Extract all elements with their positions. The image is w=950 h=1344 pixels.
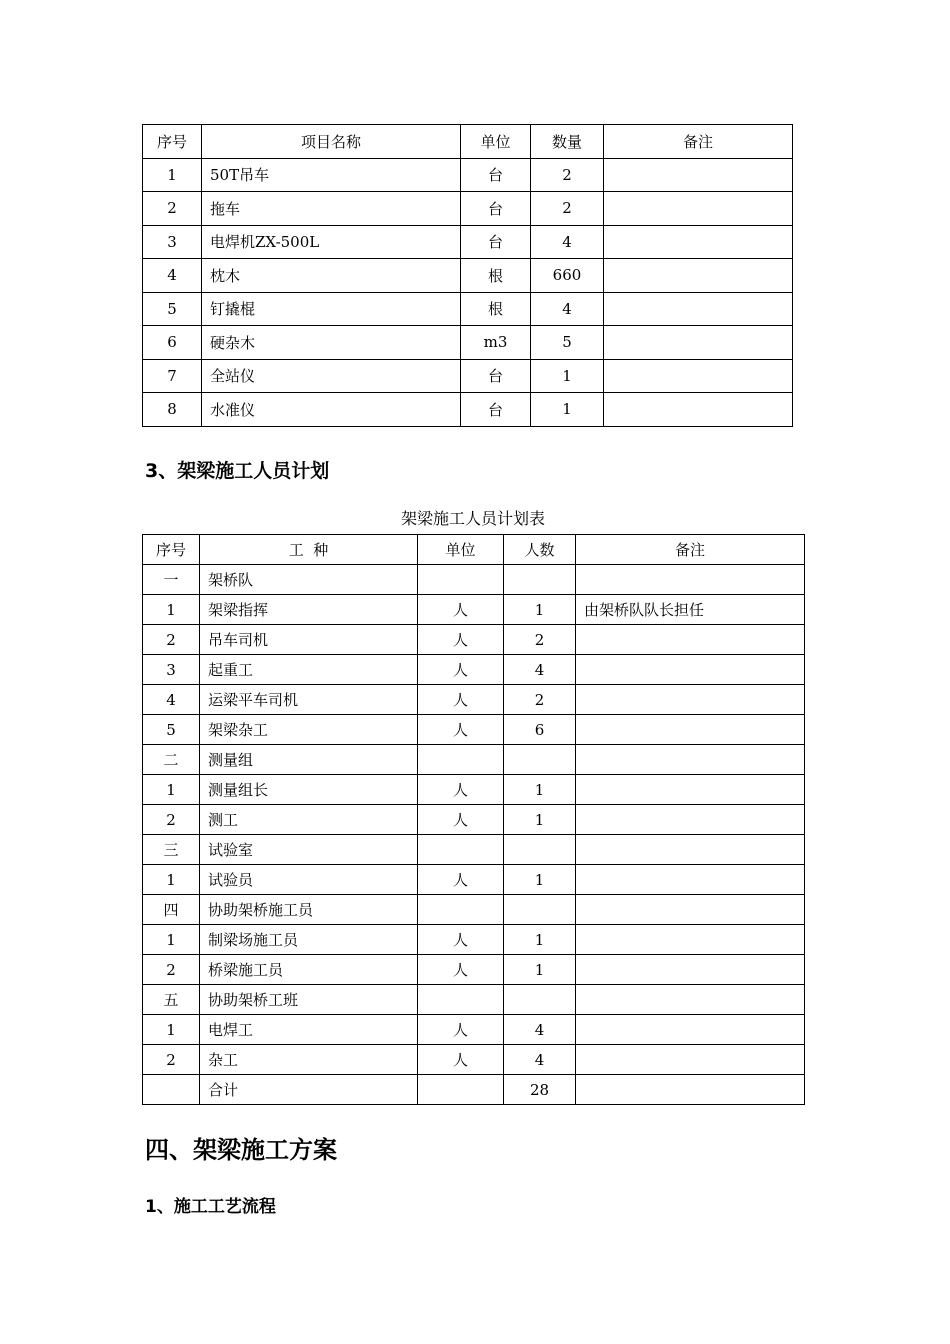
cell-unit: 台 [461, 393, 531, 427]
cell-quantity: 2 [531, 192, 604, 226]
cell-remarks [576, 985, 805, 1015]
cell-seq: 4 [143, 685, 200, 715]
cell-remarks [576, 685, 805, 715]
cell-unit: 台 [461, 225, 531, 259]
staff-row [143, 1075, 805, 1105]
cell-seq: 3 [143, 225, 202, 259]
cell-seq: 2 [143, 192, 202, 226]
cell-unit: 人 [418, 715, 504, 745]
chapter-4-heading: 四、架梁施工方案 [145, 1136, 337, 1164]
cell-remarks [576, 895, 805, 925]
cell-name: 吊车司机 [200, 625, 418, 655]
cell-quantity: 2 [531, 158, 604, 192]
cell-name: 枕木 [202, 259, 461, 293]
cell-name: 架梁杂工 [200, 715, 418, 745]
cell-seq: 4 [143, 259, 202, 293]
cell-seq: 1 [143, 865, 200, 895]
cell-name: 钉撬棍 [202, 292, 461, 326]
cell-remarks [576, 655, 805, 685]
cell-unit: 人 [418, 805, 504, 835]
cell-seq: 1 [143, 775, 200, 805]
cell-remarks [576, 565, 805, 595]
cell-quantity: 4 [504, 1045, 576, 1075]
equipment-table [142, 124, 793, 427]
cell-remarks [604, 192, 793, 226]
cell-name: 测量组长 [200, 775, 418, 805]
cell-quantity [504, 985, 576, 1015]
cell-unit: 人 [418, 595, 504, 625]
cell-unit: 人 [418, 685, 504, 715]
cell-seq: 1 [143, 158, 202, 192]
staff-row [143, 685, 805, 715]
cell-seq: 5 [143, 292, 202, 326]
cell-name: 架桥队 [200, 565, 418, 595]
cell-quantity: 4 [504, 1015, 576, 1045]
cell-unit [418, 895, 504, 925]
equipment-row [143, 359, 793, 393]
cell-seq: 3 [143, 655, 200, 685]
cell-unit [418, 985, 504, 1015]
staff-row [143, 1015, 805, 1045]
staff-table-caption: 架梁施工人员计划表 [400, 509, 545, 528]
cell-seq: 2 [143, 625, 200, 655]
section-3-heading: 3、架梁施工人员计划 [145, 460, 330, 482]
cell-remarks [576, 865, 805, 895]
cell-name: 水准仪 [202, 393, 461, 427]
header-headcount: 人数 [504, 535, 576, 565]
header-unit: 单位 [461, 125, 531, 159]
cell-unit: m3 [461, 326, 531, 360]
staff-row [143, 925, 805, 955]
header-quantity: 数量 [531, 125, 604, 159]
cell-remarks [604, 393, 793, 427]
cell-seq: 2 [143, 805, 200, 835]
cell-quantity: 1 [531, 393, 604, 427]
cell-quantity: 1 [504, 865, 576, 895]
cell-quantity: 4 [504, 655, 576, 685]
cell-remarks [604, 259, 793, 293]
cell-name: 50T吊车 [202, 158, 461, 192]
cell-quantity: 4 [531, 292, 604, 326]
staff-row [143, 775, 805, 805]
staff-row [143, 955, 805, 985]
header-job-type: 工 种 [200, 535, 418, 565]
header-seq: 序号 [143, 125, 202, 159]
cell-unit [418, 565, 504, 595]
cell-remarks [576, 715, 805, 745]
cell-unit: 人 [418, 1045, 504, 1075]
cell-seq: 2 [143, 955, 200, 985]
cell-name: 试验员 [200, 865, 418, 895]
header-unit: 单位 [418, 535, 504, 565]
header-item-name: 项目名称 [202, 125, 461, 159]
equipment-row [143, 259, 793, 293]
cell-remarks [576, 835, 805, 865]
cell-unit: 人 [418, 655, 504, 685]
equipment-row [143, 158, 793, 192]
cell-name: 协助架桥施工员 [200, 895, 418, 925]
cell-unit: 人 [418, 1015, 504, 1045]
cell-remarks [576, 925, 805, 955]
cell-name: 杂工 [200, 1045, 418, 1075]
staff-row [143, 895, 805, 925]
cell-remarks [576, 745, 805, 775]
equipment-row [143, 292, 793, 326]
cell-name: 测量组 [200, 745, 418, 775]
cell-unit: 人 [418, 625, 504, 655]
cell-quantity [504, 895, 576, 925]
equipment-header-row [143, 125, 793, 159]
cell-seq: 1 [143, 925, 200, 955]
cell-quantity: 660 [531, 259, 604, 293]
cell-name: 电焊工 [200, 1015, 418, 1045]
cell-remarks [576, 775, 805, 805]
staff-row [143, 655, 805, 685]
cell-remarks [604, 158, 793, 192]
cell-quantity: 6 [504, 715, 576, 745]
cell-unit [418, 1075, 504, 1105]
cell-name: 运梁平车司机 [200, 685, 418, 715]
cell-remarks [576, 1045, 805, 1075]
cell-remarks [576, 1075, 805, 1105]
staff-table [142, 534, 805, 1105]
cell-remarks [604, 359, 793, 393]
staff-row [143, 805, 805, 835]
cell-remarks [604, 292, 793, 326]
cell-quantity: 2 [504, 685, 576, 715]
cell-seq: 五 [143, 985, 200, 1015]
cell-remarks [576, 955, 805, 985]
staff-row [143, 625, 805, 655]
cell-unit: 台 [461, 158, 531, 192]
cell-name: 协助架桥工班 [200, 985, 418, 1015]
staff-row [143, 985, 805, 1015]
cell-quantity: 1 [504, 595, 576, 625]
staff-row [143, 595, 805, 625]
cell-quantity [504, 565, 576, 595]
cell-seq: 6 [143, 326, 202, 360]
cell-name: 桥梁施工员 [200, 955, 418, 985]
cell-quantity: 1 [504, 925, 576, 955]
cell-name: 测工 [200, 805, 418, 835]
cell-name: 起重工 [200, 655, 418, 685]
staff-row [143, 1045, 805, 1075]
cell-unit: 根 [461, 259, 531, 293]
cell-name: 硬杂木 [202, 326, 461, 360]
cell-name: 制梁场施工员 [200, 925, 418, 955]
staff-row [143, 715, 805, 745]
cell-quantity: 1 [504, 805, 576, 835]
cell-quantity: 1 [531, 359, 604, 393]
cell-seq: 四 [143, 895, 200, 925]
cell-name: 架梁指挥 [200, 595, 418, 625]
cell-remarks: 由架桥队队长担任 [576, 595, 805, 625]
staff-row [143, 745, 805, 775]
subsection-1-heading: 1、施工工艺流程 [145, 1197, 276, 1217]
cell-unit: 人 [418, 955, 504, 985]
cell-remarks [576, 1015, 805, 1045]
cell-seq: 7 [143, 359, 202, 393]
cell-seq: 三 [143, 835, 200, 865]
cell-name: 合计 [200, 1075, 418, 1105]
cell-seq: 8 [143, 393, 202, 427]
cell-quantity: 2 [504, 625, 576, 655]
cell-remarks [604, 225, 793, 259]
cell-seq: 二 [143, 745, 200, 775]
cell-name: 电焊机ZX-500L [202, 225, 461, 259]
cell-unit: 人 [418, 865, 504, 895]
equipment-row [143, 225, 793, 259]
cell-quantity: 1 [504, 775, 576, 805]
cell-seq: 5 [143, 715, 200, 745]
cell-remarks [576, 805, 805, 835]
cell-quantity: 4 [531, 225, 604, 259]
equipment-row [143, 192, 793, 226]
equipment-row [143, 393, 793, 427]
cell-name: 试验室 [200, 835, 418, 865]
cell-quantity: 1 [504, 955, 576, 985]
cell-unit: 人 [418, 925, 504, 955]
cell-remarks [604, 326, 793, 360]
cell-name: 拖车 [202, 192, 461, 226]
staff-row [143, 565, 805, 595]
staff-row [143, 865, 805, 895]
staff-row [143, 835, 805, 865]
cell-unit [418, 745, 504, 775]
cell-quantity: 5 [531, 326, 604, 360]
header-seq: 序号 [143, 535, 200, 565]
header-remarks: 备注 [604, 125, 793, 159]
cell-unit: 人 [418, 775, 504, 805]
cell-unit: 台 [461, 192, 531, 226]
cell-seq: 2 [143, 1045, 200, 1075]
cell-unit: 根 [461, 292, 531, 326]
cell-seq: 1 [143, 595, 200, 625]
cell-seq [143, 1075, 200, 1105]
staff-header-row [143, 535, 805, 565]
cell-name: 全站仪 [202, 359, 461, 393]
header-remarks: 备注 [576, 535, 805, 565]
cell-seq: 一 [143, 565, 200, 595]
cell-quantity [504, 745, 576, 775]
cell-remarks [576, 625, 805, 655]
cell-quantity: 28 [504, 1075, 576, 1105]
cell-seq: 1 [143, 1015, 200, 1045]
cell-unit: 台 [461, 359, 531, 393]
equipment-row [143, 326, 793, 360]
cell-unit [418, 835, 504, 865]
cell-quantity [504, 835, 576, 865]
